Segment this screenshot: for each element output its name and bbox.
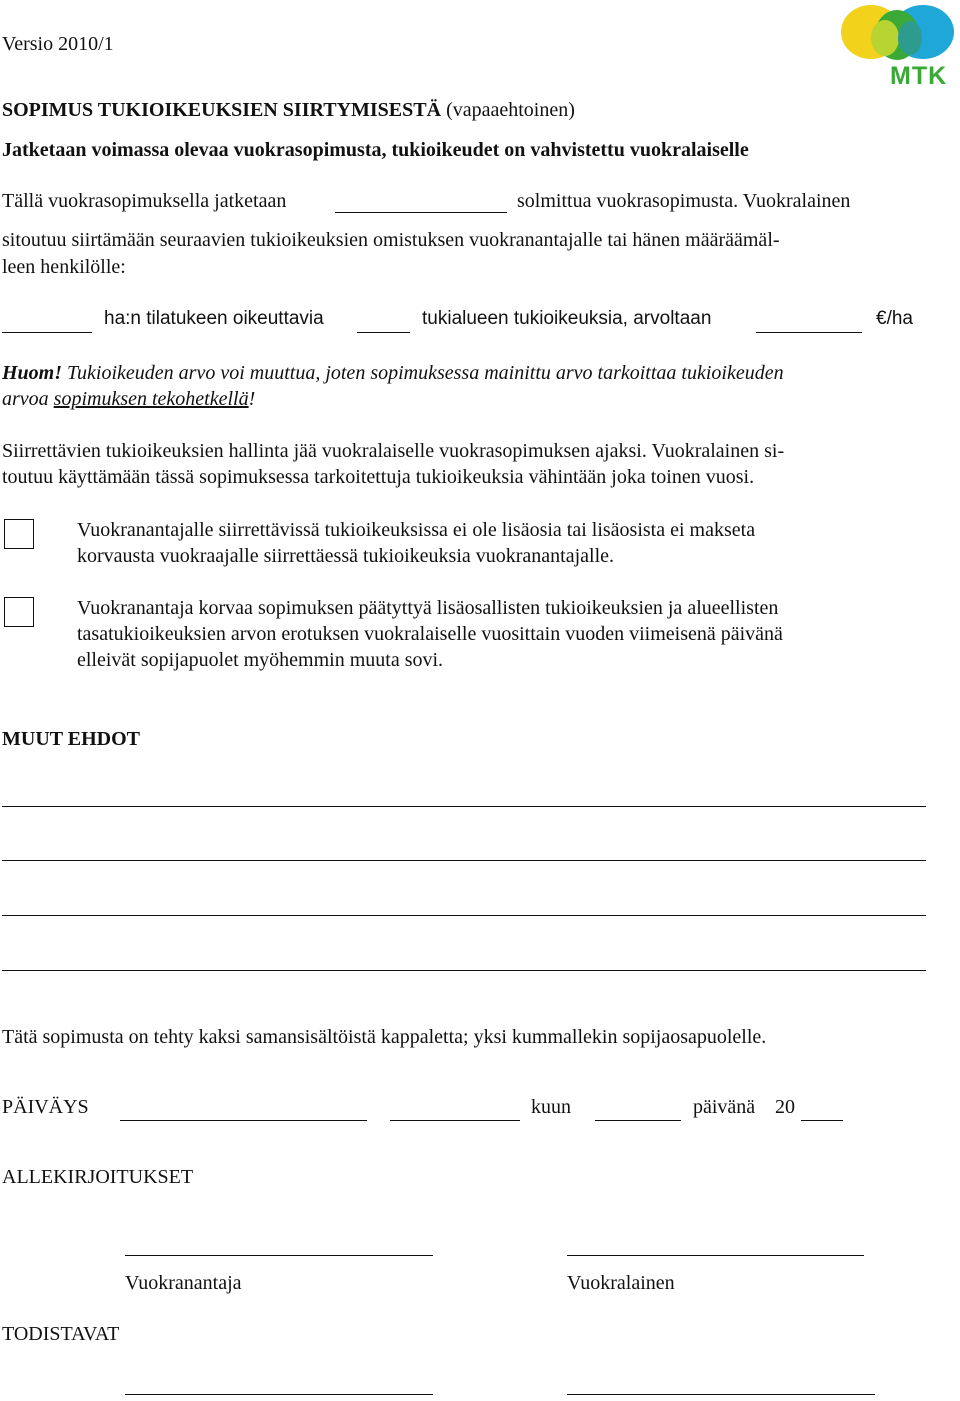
note-text2: arvoa	[2, 388, 54, 410]
option1-checkbox[interactable]	[4, 519, 34, 549]
note-underlined: sopimuksen tekohetkellä	[53, 388, 249, 410]
option2-line3: elleivät sopijapuolet myöhemmin muuta sovi.	[77, 649, 444, 671]
intro-blank-field[interactable]	[335, 212, 507, 213]
date-year-prefix: 20	[775, 1096, 795, 1118]
rights-label2: tukialueen tukioikeuksia, arvoltaan	[422, 308, 712, 329]
option1-line2: korvausta vuokraajalle siirrettäessä tukioikeuksia vuokranantajalle.	[77, 545, 615, 567]
mtk-logo-text: MTK	[890, 62, 948, 90]
other-terms-heading: MUUT EHDOT	[2, 728, 140, 750]
copies-statement: Tätä sopimusta on tehty kaksi samansisältöistä kappaletta; yksi kummallekin sopijaosapuolelle.	[2, 1026, 767, 1048]
other-terms-line-3[interactable]	[2, 915, 926, 916]
witness2-signature-line[interactable]	[567, 1394, 875, 1395]
lessee-label: Vuokralainen	[567, 1272, 675, 1294]
other-terms-line-2[interactable]	[2, 860, 926, 861]
management-line2: toutuu käyttämään tässä sopimuksessa tarkoitettuja tukioikeuksia vähintään joka toinen vuosi.	[2, 466, 755, 488]
intro-line2: sitoutuu siirtämään seuraavien tukioikeuksien omistuksen vuokranantajalle tai hänen määräämäl-	[2, 229, 780, 251]
lessor-signature-line[interactable]	[125, 1255, 433, 1256]
intro-part2: solmittua vuokrasopimusta. Vuokralainen	[517, 190, 851, 212]
date-year-field[interactable]	[801, 1120, 843, 1121]
option2-checkbox[interactable]	[4, 597, 34, 627]
region-field[interactable]	[357, 332, 410, 333]
option2-line2: tasatukioikeuksien arvon erotuksen vuokralaiselle vuosittain vuoden viimeisenä päivänä	[77, 623, 783, 645]
note-end: !	[248, 388, 256, 410]
title-suffix: (vapaaehtoinen)	[446, 99, 575, 121]
date-paivana: päivänä	[693, 1096, 756, 1118]
lessor-label: Vuokranantaja	[125, 1272, 242, 1294]
other-terms-line-4[interactable]	[2, 970, 926, 971]
mtk-logo	[838, 2, 958, 90]
note-text1: Tukioikeuden arvo voi muuttua, joten sopimuksessa mainittu arvo tarkoittaa tukioikeuden	[62, 362, 784, 384]
note-line1	[2, 362, 784, 385]
note-line2	[2, 388, 255, 411]
title-main: SOPIMUS TUKIOIKEUKSIEN SIIRTYMISESTÄ	[2, 99, 442, 121]
date-month-field[interactable]	[595, 1120, 681, 1121]
witnesses-heading: TODISTAVAT	[2, 1323, 120, 1345]
witness1-signature-line[interactable]	[125, 1394, 433, 1395]
version-label: Versio 2010/1	[2, 33, 114, 55]
option1-line1: Vuokranantajalle siirrettävissä tukioikeuksissa ei ole lisäosia tai lisäosista ei makseta	[77, 519, 756, 541]
date-day-field[interactable]	[390, 1120, 520, 1121]
intro-line3: leen henkilölle:	[2, 256, 126, 278]
page-title	[2, 99, 575, 122]
subtitle: Jatketaan voimassa olevaa vuokrasopimusta, tukioikeudet on vahvistettu vuokralaiselle	[2, 139, 749, 161]
rights-label1: ha:n tilatukeen oikeuttavia	[104, 308, 324, 329]
note-huom: Huom!	[2, 362, 63, 384]
intro-part1: Tällä vuokrasopimuksella jatketaan	[2, 190, 287, 212]
hectares-field[interactable]	[2, 332, 92, 333]
option2-line1: Vuokranantaja korvaa sopimuksen päätyttyä lisäosallisten tukioikeuksien ja alueellisten	[77, 597, 779, 619]
signatures-heading: ALLEKIRJOITUKSET	[2, 1166, 194, 1188]
date-label: PÄIVÄYS	[2, 1096, 89, 1118]
date-place-field[interactable]	[120, 1120, 367, 1121]
value-field[interactable]	[756, 332, 862, 333]
other-terms-line-1[interactable]	[2, 806, 926, 807]
rights-unit: €/ha	[876, 308, 913, 329]
date-kuun: kuun	[531, 1096, 571, 1118]
management-line1: Siirrettävien tukioikeuksien hallinta jää vuokralaiselle vuokrasopimuksen ajaksi. Vuokralainen si-	[2, 440, 785, 462]
lessee-signature-line[interactable]	[567, 1255, 864, 1256]
